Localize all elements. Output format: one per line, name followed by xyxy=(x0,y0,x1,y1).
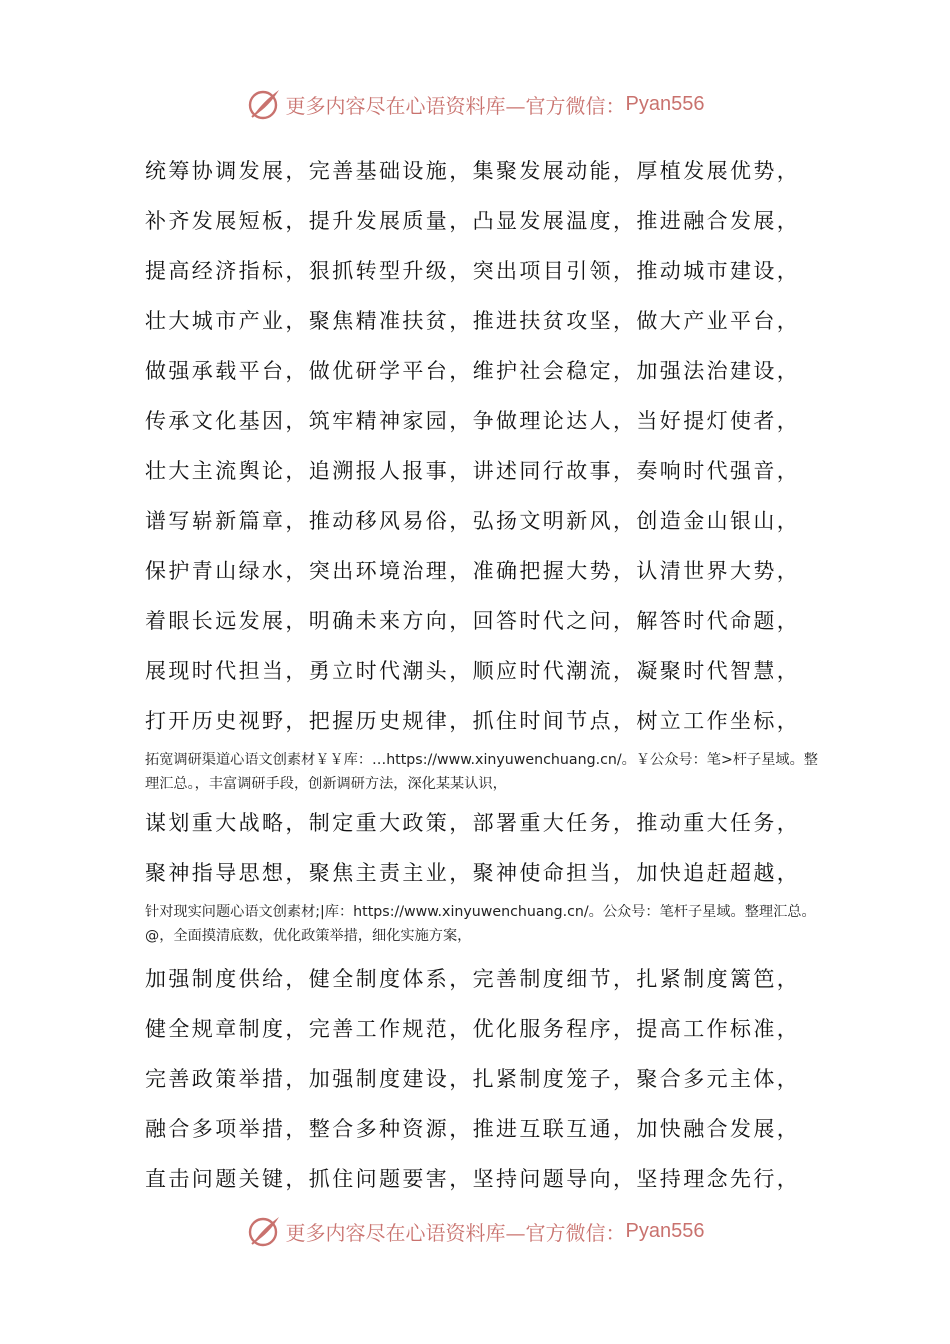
text-line: 完善政策举措，加强制度建设，扎紧制度笼子，聚合多元主体， xyxy=(145,1067,801,1091)
quill-logo-icon xyxy=(246,86,282,122)
header-wechat-id: Pyan556 xyxy=(625,92,705,115)
footer-banner xyxy=(0,1211,950,1251)
watermark-note: 拓宽调研渠道心语文创素材￥￥库：…https://www.xinyuwenchuang.cn/。￥公众号：笔>杆子星域。整理汇总。，丰富调研手段，创新调研方法，深化某某认识， xyxy=(145,752,818,792)
text-line: 传承文化基因，筑牢精神家园，争做理论达人，当好提灯使者， xyxy=(145,409,801,433)
text-line: 做强承载平台，做优研学平台，维护社会稳定，加强法治建设， xyxy=(145,359,801,383)
text-line: 打开历史视野，把握历史规律，抓住时间节点，树立工作坐标， xyxy=(145,709,801,733)
quill-logo-icon xyxy=(246,1213,282,1249)
text-line: 壮大城市产业，聚焦精准扶贫，推进扶贫攻坚，做大产业平台， xyxy=(145,309,801,333)
text-line: 提高经济指标，狠抓转型升级，突出项目引领，推动城市建设， xyxy=(145,259,801,283)
text-line: 健全规章制度，完善工作规范，优化服务程序，提高工作标准， xyxy=(145,1017,801,1041)
watermark-note: 针对现实问题心语文创素材;|库：https://www.xinyuwenchuang.cn/。公众号：笔杆子星域。整理汇总。@，全面摸清底数，优化政策举措，细化实施方案， xyxy=(145,904,816,944)
text-line: 直击问题关键，抓住问题要害，坚持问题导向，坚持理念先行， xyxy=(145,1167,801,1191)
text-line: 谱写崭新篇章，推动移风易俗，弘扬文明新风，创造金山银山， xyxy=(145,509,801,533)
footer-wechat-id: Pyan556 xyxy=(625,1219,705,1242)
text-line: 谋划重大战略，制定重大政策，部署重大任务，推动重大任务， xyxy=(145,811,801,835)
text-line: 融合多项举措，整合多种资源，推进互联互通，加快融合发展， xyxy=(145,1117,801,1141)
text-line: 保护青山绿水，突出环境治理，准确把握大势，认清世界大势， xyxy=(145,559,801,583)
footer-brand-text: 更多内容尽在心语资料库—官方微信： xyxy=(285,1220,626,1245)
text-line: 展现时代担当，勇立时代潮头，顺应时代潮流，凝聚时代智慧， xyxy=(145,659,801,683)
text-line: 统筹协调发展，完善基础设施，集聚发展动能，厚植发展优势， xyxy=(145,159,801,183)
header-banner xyxy=(0,84,950,124)
header-brand-text: 更多内容尽在心语资料库—官方微信： xyxy=(285,93,626,118)
text-line: 聚神指导思想，聚焦主责主业，聚神使命担当，加快追赶超越， xyxy=(145,861,801,885)
text-line: 加强制度供给，健全制度体系，完善制度细节，扎紧制度篱笆， xyxy=(145,967,801,991)
text-line: 着眼长远发展，明确未来方向，回答时代之问，解答时代命题， xyxy=(145,609,801,633)
text-line: 壮大主流舆论，追溯报人报事，讲述同行故事，奏响时代强音， xyxy=(145,459,801,483)
document-body xyxy=(145,146,825,1204)
text-line: 补齐发展短板，提升发展质量，凸显发展温度，推进融合发展， xyxy=(145,209,801,233)
